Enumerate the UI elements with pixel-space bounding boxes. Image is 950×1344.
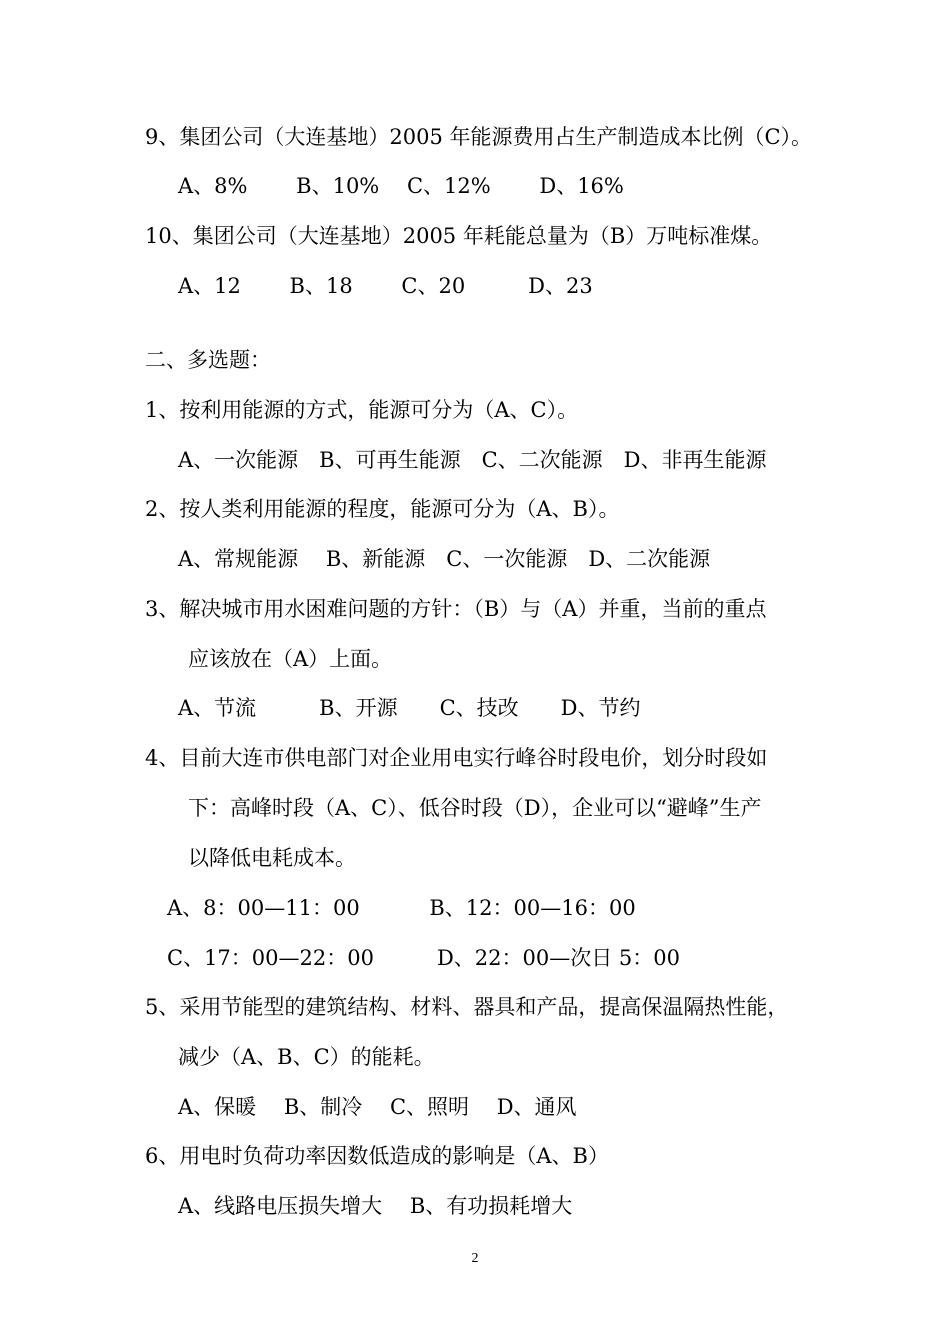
mc-question-1: 1、按利用能源的方式，能源可分为（A、C）。	[145, 398, 579, 422]
mc-question-4: 4、目前大连市供电部门对企业用电实行峰谷时段电价，划分时段如	[145, 746, 768, 770]
mc-question-4-options-1: A、8：00—11：00 B、12：00—16：00	[167, 896, 636, 920]
mc-question-6: 6、用电时负荷功率因数低造成的影响是（A、B）	[145, 1144, 609, 1168]
mc-question-2: 2、按人类利用能源的程度，能源可分为（A、B）。	[145, 497, 620, 521]
page-number: 2	[471, 1251, 479, 1266]
mc-question-5: 5、采用节能型的建筑结构、材料、器具和产品，提高保温隔热性能，	[145, 995, 789, 1019]
question-10: 10、集团公司（大连基地）2005 年耗能总量为（B）万吨标准煤。	[145, 224, 773, 248]
mc-question-6-options: A、线路电压损失增大 B、有功损耗增大	[178, 1194, 573, 1218]
mc-question-1-options: A、一次能源 B、可再生能源 C、二次能源 D、非再生能源	[178, 448, 767, 472]
mc-question-5-options: A、保暖 B、制冷 C、照明 D、通风	[178, 1095, 577, 1119]
mc-question-3: 3、解决城市用水困难问题的方针：（B）与（A）并重，当前的重点	[145, 597, 767, 621]
mc-question-4-continued-1: 下：高峰时段（A、C）、低谷时段（D），企业可以“避峰”生产	[188, 796, 762, 820]
question-10-options: A、12 B、18 C、20 D、23	[178, 274, 593, 298]
section-heading: 二、多选题：	[145, 348, 271, 372]
question-9-options: A、8% B、10% C、12% D、16%	[178, 174, 624, 198]
mc-question-5-continued: 减少（A、B、C）的能耗。	[178, 1045, 435, 1069]
mc-question-3-continued: 应该放在（A）上面。	[188, 647, 393, 671]
mc-question-2-options: A、常规能源 B、新能源 C、一次能源 D、二次能源	[178, 547, 711, 571]
question-9: 9、集团公司（大连基地）2005 年能源费用占生产制造成本比例（C）。	[145, 125, 813, 149]
mc-question-4-options-2: C、17：00—22：00 D、22：00—次日 5：00	[167, 946, 680, 970]
mc-question-3-options: A、节流 B、开源 C、技改 D、节约	[178, 696, 641, 720]
mc-question-4-continued-2: 以降低电耗成本。	[188, 846, 356, 870]
